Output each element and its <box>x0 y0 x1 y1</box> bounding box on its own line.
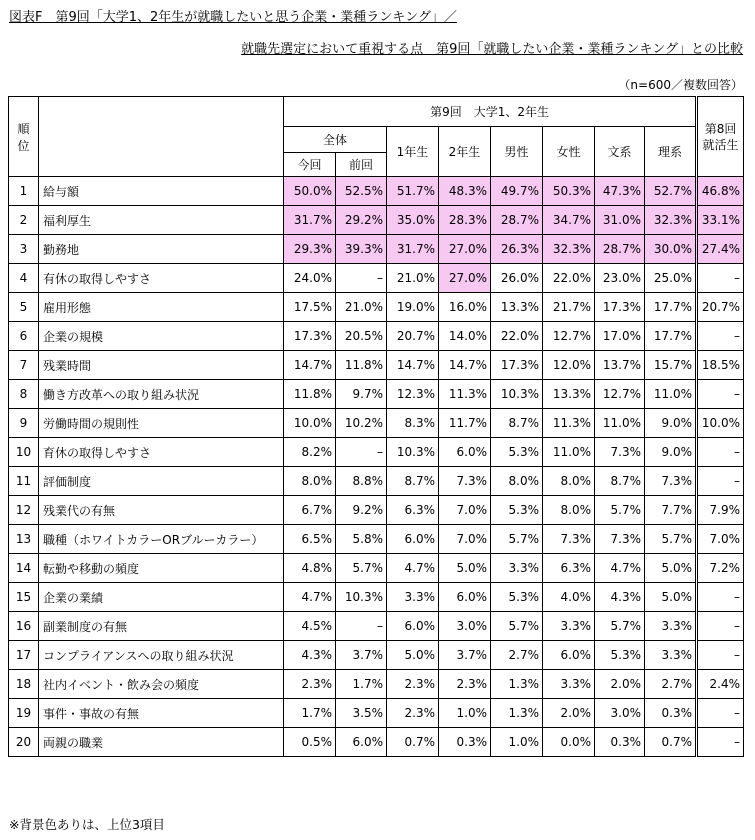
value-cell: 35.0% <box>387 206 439 235</box>
header-job8: 第8回 就活生 <box>697 97 744 177</box>
table-row <box>9 409 744 438</box>
value-cell: 5.7% <box>491 525 543 554</box>
rank-cell: 4 <box>9 264 39 293</box>
value-cell: 52.7% <box>645 177 697 206</box>
item-cell: 残業代の有無 <box>39 496 284 525</box>
value-cell: 13.7% <box>595 351 645 380</box>
value-cell: 2.3% <box>387 699 439 728</box>
item-cell: 勤務地 <box>39 235 284 264</box>
value-cell: – <box>697 467 744 496</box>
value-cell: 0.7% <box>645 728 697 757</box>
rank-cell: 16 <box>9 612 39 641</box>
value-cell: 19.0% <box>387 293 439 322</box>
header-rank: 順位 <box>9 97 39 177</box>
value-cell: 1.3% <box>491 670 543 699</box>
rank-cell: 8 <box>9 380 39 409</box>
table-row <box>9 264 744 293</box>
value-cell: 39.3% <box>336 235 387 264</box>
value-cell: 8.7% <box>491 409 543 438</box>
table-row <box>9 322 744 351</box>
value-cell: 2.3% <box>439 670 491 699</box>
value-cell: 12.3% <box>387 380 439 409</box>
item-cell: 労働時間の規則性 <box>39 409 284 438</box>
value-cell: – <box>336 264 387 293</box>
value-cell: 6.0% <box>439 438 491 467</box>
value-cell: 4.7% <box>284 583 336 612</box>
value-cell: 6.3% <box>387 496 439 525</box>
table-row <box>9 612 744 641</box>
value-cell: 9.0% <box>645 438 697 467</box>
value-cell: 7.2% <box>697 554 744 583</box>
value-cell: 32.3% <box>645 206 697 235</box>
value-cell: 23.0% <box>595 264 645 293</box>
value-cell: 4.5% <box>284 612 336 641</box>
value-cell: 14.0% <box>439 322 491 351</box>
value-cell: 7.0% <box>439 496 491 525</box>
value-cell: 27.0% <box>439 235 491 264</box>
value-cell: 12.7% <box>543 322 595 351</box>
figure-subtitle: 就職先選定において重視する点 第9回「就職したい企業・業種ランキング」との比較 <box>241 42 743 57</box>
header-col-4: 女性 <box>543 127 595 177</box>
table-row <box>9 351 744 380</box>
value-cell: 3.3% <box>387 583 439 612</box>
header-current: 今回 <box>284 153 336 177</box>
value-cell: 28.7% <box>595 235 645 264</box>
value-cell: – <box>697 728 744 757</box>
value-cell: 5.0% <box>645 583 697 612</box>
value-cell: 21.7% <box>543 293 595 322</box>
value-cell: 3.7% <box>439 641 491 670</box>
value-cell: 21.0% <box>336 293 387 322</box>
value-cell: 12.0% <box>543 351 595 380</box>
value-cell: 11.7% <box>439 409 491 438</box>
value-cell: 3.3% <box>491 554 543 583</box>
value-cell: 10.3% <box>491 380 543 409</box>
value-cell: 0.0% <box>543 728 595 757</box>
value-cell: – <box>697 612 744 641</box>
header-col-5: 文系 <box>595 127 645 177</box>
value-cell: 32.3% <box>543 235 595 264</box>
value-cell: 5.0% <box>387 641 439 670</box>
value-cell: 48.3% <box>439 177 491 206</box>
value-cell: 50.0% <box>284 177 336 206</box>
value-cell: 7.3% <box>645 467 697 496</box>
item-cell: 両親の職業 <box>39 728 284 757</box>
value-cell: 0.3% <box>439 728 491 757</box>
header-group: 第9回 大学1、2年生 <box>284 97 697 127</box>
value-cell: 20.5% <box>336 322 387 351</box>
value-cell: 51.7% <box>387 177 439 206</box>
value-cell: 2.7% <box>645 670 697 699</box>
value-cell: 26.0% <box>491 264 543 293</box>
value-cell: 22.0% <box>491 322 543 351</box>
value-cell: 8.2% <box>284 438 336 467</box>
value-cell: 28.7% <box>491 206 543 235</box>
value-cell: 7.0% <box>439 525 491 554</box>
rank-cell: 17 <box>9 641 39 670</box>
rank-cell: 6 <box>9 322 39 351</box>
value-cell: 9.0% <box>645 409 697 438</box>
table-body <box>9 177 744 757</box>
value-cell: 5.0% <box>645 554 697 583</box>
value-cell: 13.3% <box>491 293 543 322</box>
rank-cell: 15 <box>9 583 39 612</box>
value-cell: – <box>336 612 387 641</box>
value-cell: 3.3% <box>645 612 697 641</box>
table-row <box>9 438 744 467</box>
value-cell: 29.3% <box>284 235 336 264</box>
value-cell: 33.1% <box>697 206 744 235</box>
value-cell: 3.3% <box>645 641 697 670</box>
value-cell: 14.7% <box>387 351 439 380</box>
table-row <box>9 235 744 264</box>
header-col-3: 男性 <box>491 127 543 177</box>
table-row <box>9 467 744 496</box>
value-cell: 11.0% <box>543 438 595 467</box>
value-cell: 8.0% <box>543 467 595 496</box>
value-cell: 17.7% <box>645 293 697 322</box>
value-cell: 13.3% <box>543 380 595 409</box>
rank-cell: 12 <box>9 496 39 525</box>
value-cell: 4.0% <box>543 583 595 612</box>
value-cell: 5.3% <box>595 641 645 670</box>
value-cell: 7.7% <box>645 496 697 525</box>
value-cell: 5.7% <box>645 525 697 554</box>
value-cell: 7.9% <box>697 496 744 525</box>
value-cell: 10.3% <box>387 438 439 467</box>
value-cell: 1.7% <box>336 670 387 699</box>
rank-cell: 2 <box>9 206 39 235</box>
item-cell: 残業時間 <box>39 351 284 380</box>
value-cell: 4.3% <box>595 583 645 612</box>
value-cell: 7.3% <box>595 438 645 467</box>
value-cell: 3.3% <box>543 670 595 699</box>
value-cell: 6.0% <box>543 641 595 670</box>
header-previous: 前回 <box>336 153 387 177</box>
value-cell: 24.0% <box>284 264 336 293</box>
table-row <box>9 670 744 699</box>
value-cell: – <box>697 438 744 467</box>
value-cell: 10.0% <box>697 409 744 438</box>
item-cell: 事件・事故の有無 <box>39 699 284 728</box>
value-cell: 31.7% <box>284 206 336 235</box>
value-cell: 5.7% <box>595 496 645 525</box>
table-row <box>9 293 744 322</box>
value-cell: 8.7% <box>595 467 645 496</box>
value-cell: 7.3% <box>439 467 491 496</box>
value-cell: 1.7% <box>284 699 336 728</box>
value-cell: 14.7% <box>284 351 336 380</box>
item-cell: 評価制度 <box>39 467 284 496</box>
rank-cell: 18 <box>9 670 39 699</box>
value-cell: 21.0% <box>387 264 439 293</box>
value-cell: 9.7% <box>336 380 387 409</box>
item-cell: 給与額 <box>39 177 284 206</box>
value-cell: 2.0% <box>543 699 595 728</box>
value-cell: 22.0% <box>543 264 595 293</box>
table-row <box>9 177 744 206</box>
value-cell: 1.3% <box>491 699 543 728</box>
value-cell: 3.7% <box>336 641 387 670</box>
value-cell: 7.3% <box>543 525 595 554</box>
value-cell: 47.3% <box>595 177 645 206</box>
item-cell: 企業の規模 <box>39 322 284 351</box>
header-overall: 全体 <box>284 127 387 153</box>
value-cell: 4.7% <box>595 554 645 583</box>
value-cell: 4.3% <box>284 641 336 670</box>
item-cell: 雇用形態 <box>39 293 284 322</box>
value-cell: 34.7% <box>543 206 595 235</box>
value-cell: 28.3% <box>439 206 491 235</box>
value-cell: – <box>697 699 744 728</box>
item-cell: 職種（ホワイトカラーORブルーカラー） <box>39 525 284 554</box>
item-cell: 転勤や移動の頻度 <box>39 554 284 583</box>
item-cell: 育休の取得しやすさ <box>39 438 284 467</box>
value-cell: 18.5% <box>697 351 744 380</box>
value-cell: – <box>697 641 744 670</box>
item-cell: コンプライアンスへの取り組み状況 <box>39 641 284 670</box>
table-row <box>9 728 744 757</box>
value-cell: 20.7% <box>387 322 439 351</box>
value-cell: 5.3% <box>491 496 543 525</box>
value-cell: 25.0% <box>645 264 697 293</box>
figure-title: 図表F 第9回「大学1、2年生が就職したいと思う企業・業種ランキング」／ <box>9 10 457 25</box>
rank-cell: 10 <box>9 438 39 467</box>
rank-cell: 19 <box>9 699 39 728</box>
value-cell: – <box>697 380 744 409</box>
value-cell: 0.3% <box>645 699 697 728</box>
value-cell: 11.0% <box>645 380 697 409</box>
header-col-1: 1年生 <box>387 127 439 177</box>
value-cell: 12.7% <box>595 380 645 409</box>
value-cell: 8.3% <box>387 409 439 438</box>
table-row <box>9 525 744 554</box>
value-cell: 7.3% <box>595 525 645 554</box>
value-cell: 5.7% <box>595 612 645 641</box>
footnote: ※背景色ありは、上位3項目 <box>9 817 165 832</box>
rank-cell: 5 <box>9 293 39 322</box>
value-cell: 5.7% <box>336 554 387 583</box>
ranking-table <box>8 96 744 757</box>
item-cell: 副業制度の有無 <box>39 612 284 641</box>
value-cell: 3.0% <box>439 612 491 641</box>
value-cell: 49.7% <box>491 177 543 206</box>
rank-cell: 1 <box>9 177 39 206</box>
value-cell: 5.3% <box>491 438 543 467</box>
item-cell: 有休の取得しやすさ <box>39 264 284 293</box>
value-cell: 17.5% <box>284 293 336 322</box>
rank-cell: 3 <box>9 235 39 264</box>
value-cell: 14.7% <box>439 351 491 380</box>
value-cell: 8.7% <box>387 467 439 496</box>
table-row <box>9 641 744 670</box>
value-cell: 30.0% <box>645 235 697 264</box>
table-row <box>9 583 744 612</box>
value-cell: 8.0% <box>491 467 543 496</box>
table-row <box>9 206 744 235</box>
value-cell: 29.2% <box>336 206 387 235</box>
value-cell: 2.3% <box>387 670 439 699</box>
value-cell: 3.5% <box>336 699 387 728</box>
rank-cell: 13 <box>9 525 39 554</box>
value-cell: 31.7% <box>387 235 439 264</box>
value-cell: 10.3% <box>336 583 387 612</box>
header-item <box>39 97 284 177</box>
value-cell: 1.0% <box>491 728 543 757</box>
rank-cell: 11 <box>9 467 39 496</box>
value-cell: 46.8% <box>697 177 744 206</box>
value-cell: 17.0% <box>595 322 645 351</box>
value-cell: 17.3% <box>284 322 336 351</box>
value-cell: 26.3% <box>491 235 543 264</box>
value-cell: 6.0% <box>387 525 439 554</box>
value-cell: 11.8% <box>336 351 387 380</box>
value-cell: 31.0% <box>595 206 645 235</box>
sample-note: （n=600／複数回答） <box>618 78 743 92</box>
item-cell: 働き方改革への取り組み状況 <box>39 380 284 409</box>
value-cell: 50.3% <box>543 177 595 206</box>
table-row <box>9 699 744 728</box>
value-cell: – <box>697 322 744 351</box>
value-cell: 7.0% <box>697 525 744 554</box>
value-cell: 6.5% <box>284 525 336 554</box>
value-cell: 15.7% <box>645 351 697 380</box>
value-cell: 10.2% <box>336 409 387 438</box>
value-cell: 27.4% <box>697 235 744 264</box>
value-cell: 5.8% <box>336 525 387 554</box>
value-cell: 5.3% <box>491 583 543 612</box>
header-col-2: 2年生 <box>439 127 491 177</box>
rank-cell: 7 <box>9 351 39 380</box>
value-cell: 8.0% <box>543 496 595 525</box>
value-cell: 5.0% <box>439 554 491 583</box>
rank-cell: 9 <box>9 409 39 438</box>
value-cell: 0.7% <box>387 728 439 757</box>
value-cell: 2.3% <box>284 670 336 699</box>
value-cell: 11.8% <box>284 380 336 409</box>
value-cell: 6.0% <box>439 583 491 612</box>
value-cell: 11.3% <box>543 409 595 438</box>
value-cell: – <box>697 264 744 293</box>
value-cell: – <box>336 438 387 467</box>
rank-cell: 20 <box>9 728 39 757</box>
item-cell: 社内イベント・飲み会の頻度 <box>39 670 284 699</box>
table-row <box>9 380 744 409</box>
value-cell: 9.2% <box>336 496 387 525</box>
value-cell: 17.3% <box>491 351 543 380</box>
value-cell: 2.4% <box>697 670 744 699</box>
value-cell: 8.0% <box>284 467 336 496</box>
value-cell: 6.7% <box>284 496 336 525</box>
value-cell: 6.3% <box>543 554 595 583</box>
rank-cell: 14 <box>9 554 39 583</box>
value-cell: 4.7% <box>387 554 439 583</box>
value-cell: 16.0% <box>439 293 491 322</box>
value-cell: 5.7% <box>491 612 543 641</box>
item-cell: 福利厚生 <box>39 206 284 235</box>
value-cell: 6.0% <box>387 612 439 641</box>
table-row <box>9 496 744 525</box>
value-cell: 20.7% <box>697 293 744 322</box>
value-cell: 0.3% <box>595 728 645 757</box>
value-cell: 17.7% <box>645 322 697 351</box>
value-cell: 27.0% <box>439 264 491 293</box>
value-cell: 4.8% <box>284 554 336 583</box>
value-cell: – <box>697 583 744 612</box>
value-cell: 11.0% <box>595 409 645 438</box>
value-cell: 1.0% <box>439 699 491 728</box>
value-cell: 6.0% <box>336 728 387 757</box>
value-cell: 3.0% <box>595 699 645 728</box>
value-cell: 52.5% <box>336 177 387 206</box>
value-cell: 2.7% <box>491 641 543 670</box>
header-col-6: 理系 <box>645 127 697 177</box>
value-cell: 17.3% <box>595 293 645 322</box>
value-cell: 2.0% <box>595 670 645 699</box>
table-row <box>9 554 744 583</box>
value-cell: 8.8% <box>336 467 387 496</box>
value-cell: 10.0% <box>284 409 336 438</box>
value-cell: 3.3% <box>543 612 595 641</box>
value-cell: 11.3% <box>439 380 491 409</box>
value-cell: 0.5% <box>284 728 336 757</box>
item-cell: 企業の業績 <box>39 583 284 612</box>
